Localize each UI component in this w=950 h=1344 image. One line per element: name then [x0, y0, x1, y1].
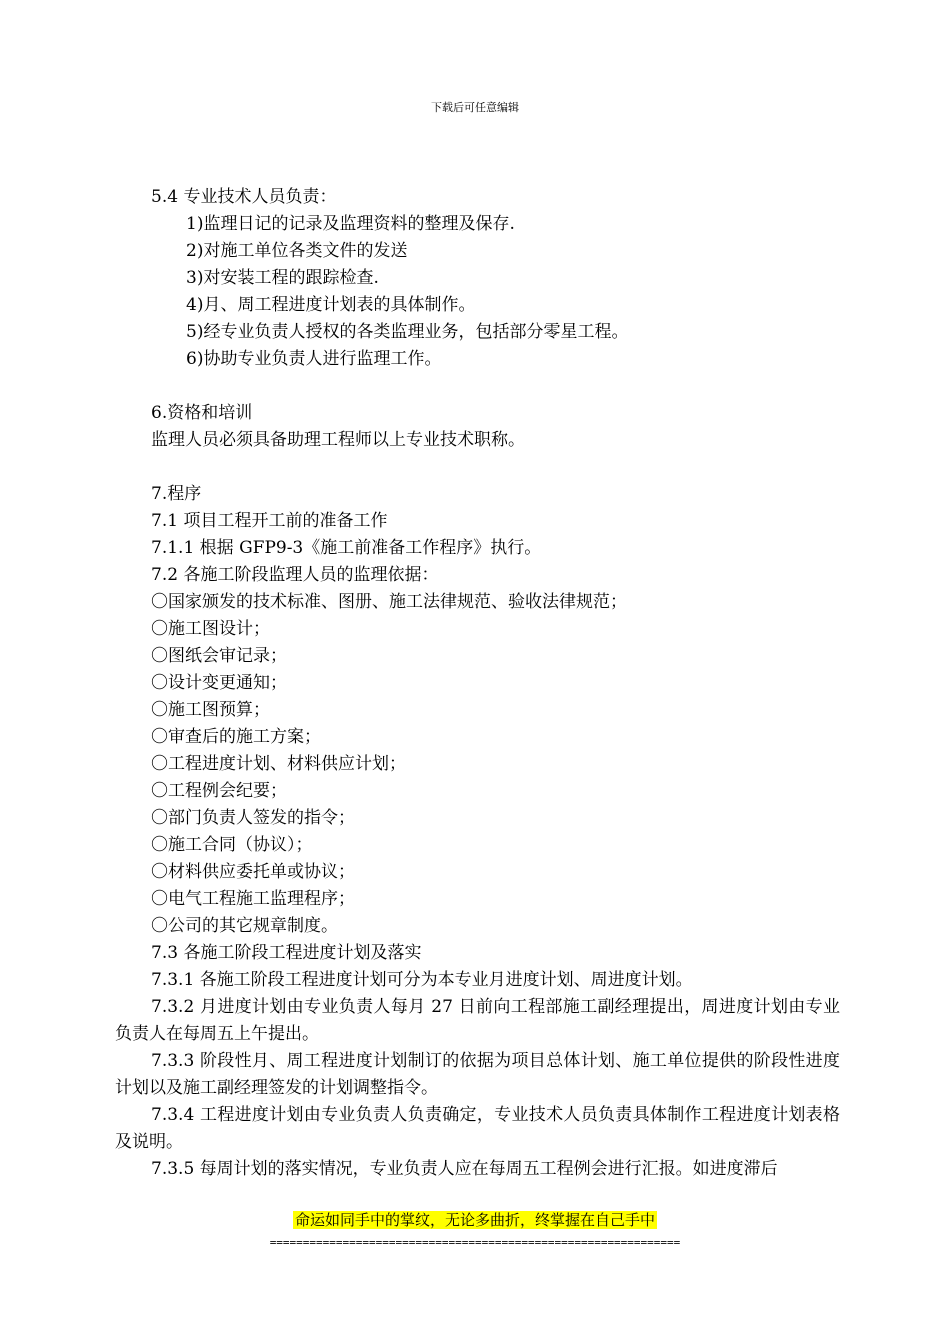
paragraph: 7.3.3 阶段性月、周工程进度计划制订的依据为项目总体计划、施工单位提供的阶段性进度计划以及施工副经理签发的计划调整指令。 — [115, 1051, 840, 1098]
text-line: 〇施工图预算； — [151, 700, 270, 720]
text-line: 〇国家颁发的技术标准、图册、施工法律规范、验收法律规范； — [151, 592, 627, 612]
text-line: 〇图纸会审记录； — [151, 646, 287, 666]
text-line: 7.2 各施工阶段监理人员的监理依据： — [151, 565, 439, 585]
text-line: 6.资格和培训 — [151, 403, 253, 423]
text-line: 7.1 项目工程开工前的准备工作 — [151, 511, 388, 531]
paragraph: 7.3.5 每周计划的落实情况，专业负责人应在每周五工程例会进行汇报。如进度滞后 — [151, 1159, 778, 1179]
footer-motto: 命运如同手中的掌纹，无论多曲折，终掌握在自己手中 — [294, 1211, 655, 1229]
text-line: 1)监理日记的记录及监理资料的整理及保存. — [186, 214, 515, 234]
text-line: 7.3 各施工阶段工程进度计划及落实 — [151, 943, 422, 963]
footer-separator: ============================================================== — [269, 1236, 681, 1249]
page-header: 下载后可任意编辑 — [431, 101, 519, 114]
page-footer — [0, 1209, 950, 1231]
text-line: 〇工程进度计划、材料供应计划； — [151, 754, 406, 774]
text-line: 监理人员必须具备助理工程师以上专业技术职称。 — [151, 430, 525, 450]
text-line: 〇设计变更通知； — [151, 673, 287, 693]
text-line: 6)协助专业负责人进行监理工作。 — [186, 349, 442, 369]
paragraph: 7.3.2 月进度计划由专业负责人每月 27 日前向工程部施工副经理提出，周进度计划由专业负责人在每周五上午提出。 — [115, 997, 840, 1044]
text-line: 3)对安装工程的跟踪检查. — [186, 268, 379, 288]
text-line: 5)经专业负责人授权的各类监理业务，包括部分零星工程。 — [186, 322, 629, 342]
text-line: 〇部门负责人签发的指令； — [151, 808, 355, 828]
text-line: 〇审查后的施工方案； — [151, 727, 321, 747]
text-line: 2)对施工单位各类文件的发送 — [186, 241, 408, 261]
text-line: 7.程序 — [151, 484, 202, 504]
text-line: 7.1.1 根据 GFP9-3《施工前准备工作程序》执行。 — [151, 538, 542, 558]
paragraph: 7.3.4 工程进度计划由专业负责人负责确定，专业技术人员负责具体制作工程进度计划表格及说明。 — [115, 1105, 840, 1152]
text-line: 〇电气工程施工监理程序； — [151, 889, 355, 909]
blank-line — [115, 454, 840, 481]
text-line: 7.3.1 各施工阶段工程进度计划可分为本专业月进度计划、周进度计划。 — [151, 970, 693, 990]
blank-line — [115, 373, 840, 400]
text-line: 5.4 专业技术人员负责： — [151, 187, 337, 207]
document-body — [115, 184, 840, 1183]
text-line: 4)月、周工程进度计划表的具体制作。 — [186, 295, 476, 315]
text-line: 〇工程例会纪要； — [151, 781, 287, 801]
text-line: 〇施工合同（协议）； — [151, 835, 313, 855]
text-line: 〇施工图设计； — [151, 619, 270, 639]
text-line: 〇材料供应委托单或协议； — [151, 862, 355, 882]
text-line: 〇公司的其它规章制度。 — [151, 916, 338, 936]
